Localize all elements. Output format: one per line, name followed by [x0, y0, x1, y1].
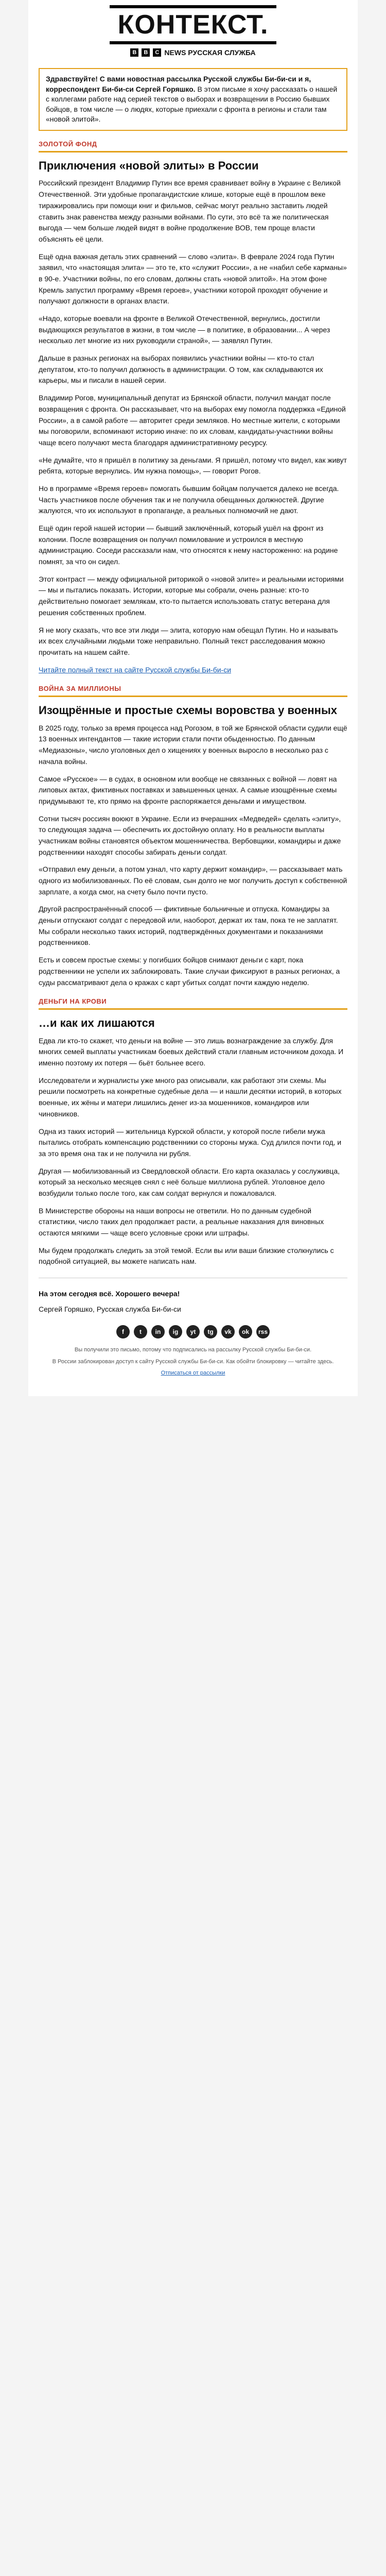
section1-paragraph: «Надо, которые воевали на фронте в Великой Отечественной, вернулись, достигли выдающихся результатов в жизни, в том числе — в политике, в образовании... А через несколько лет многие из них руководили страной», — заявлял Путин.: [39, 314, 330, 345]
section1-quote: «Не думайте, что я пришёл в политику за деньгами. Я пришёл, потому что видел, как живут ребята, которые вернулись. Им нужна помощь», — говорит Рогов.: [39, 455, 347, 476]
footer-line: В России заблокирован доступ к сайту Русской службы Би-би-си. Как обойти блокировку — читайте здесь.: [52, 1358, 334, 1365]
section1-paragraph: Но в программе «Время героев» помогать бывшим бойцам получается далеко не всегда. Часть участников после обучения так и не получила обещанных должностей. Другие жалуются, что их используют в пропаганде, а реальных полномочий не дают.: [39, 484, 339, 515]
section3-paragraph: Одна из таких историй — жительница Курской области, у которой после гибели мужа пытались отобрать компенсацию родственники со стороны мужа. Суд длился почти год, и за это время она так и не получила ни рубля.: [39, 1127, 342, 1158]
section1-label: ЗОЛОТОЙ ФОНД: [39, 140, 97, 148]
section3-rule: [39, 1008, 347, 1010]
social-icons-row: [28, 1325, 358, 1338]
section1-article: [39, 159, 347, 675]
facebook-icon[interactable]: f: [116, 1325, 130, 1338]
section3-paragraph: Едва ли кто-то скажет, что деньги на войне — это лишь вознаграждение за службу. Для многих семей выплаты участникам боевых действий стали главным источником дохода. И именно поэтому их потеря — бьёт больнее всего.: [39, 1036, 344, 1067]
section2-paragraph: Сотни тысяч россиян воюют в Украине. Если из вчерашних «Медведей» сделать «элиту», то следующая задача — обеспечить их достойную оплату. Но в реальности выплаты участникам войны становятся объектом мошенничества. Вербовщики, командиры и даже родственники находят способы забирать деньги солдат.: [39, 814, 341, 856]
section2-paragraph: Есть и совсем простые схемы: у погибших бойцов снимают деньги с карт, пока родственники не успели их заблокировать. Такие случаи фиксируют в разных регионах, а суды рассматривают дела о кражах с карт убитых солдат почти каждую неделю.: [39, 956, 340, 987]
masthead: [28, 0, 358, 61]
youtube-icon[interactable]: yt: [186, 1325, 200, 1338]
section3-paragraph: Мы будем продолжать следить за этой темой. Если вы или ваши близкие столкнулись с подобной ситуацией, вы можете написать нам.: [39, 1246, 334, 1266]
bbc-service-name: NEWS РУССКАЯ СЛУЖБА: [164, 48, 256, 57]
section2-paragraph: «Отправил ему деньги, а потом узнал, что карту держит командир», — рассказывает мать одного из мобилизованных. По её словам, сын долго не мог получить доступ к собственной зарплате, а когда смог, на счету было почти пусто.: [39, 865, 347, 896]
vk-icon[interactable]: vk: [221, 1325, 235, 1338]
newsletter-page: [28, 0, 358, 1396]
section3-title: …и как их лишаются: [39, 1016, 155, 1030]
section1-rule: [39, 151, 347, 152]
section3-label: ДЕНЬГИ НА КРОВИ: [39, 997, 107, 1006]
closing-block: [39, 1289, 347, 1315]
section3-paragraph: Другая — мобилизованный из Свердловской области. Его карта оказалась у сослуживца, который за несколько месяцев снял с неё больше миллиона рублей. Уголовное дело возбудили только после того, как сам солдат вернулся и пожаловался.: [39, 1166, 340, 1197]
section1-paragraph: Российский президент Владимир Путин все время сравнивает войну в Украине с Великой Отечественной. Эти удобные пропагандистские клише, которые ещё в прошлом веке тиражировались при помощи книг и фильмов, сейчас могут реально заставить людей ставить знак равенства между разными войнами. По сути, это всё та же политическая выгода — чем больше людей видят в войне продолжение ВОВ, тем проще власти объяснять её цели.: [39, 179, 341, 243]
section1-paragraph: Этот контраст — между официальной риторикой о «новой элите» и реальными историями — мы и пытались показать. Истории, которые мы собрали, очень разные: кто-то действительно помогает землякам, кто-то пытается использовать статус ветерана для решения собственных проблем.: [39, 574, 344, 617]
section1-read-more-link[interactable]: Читайте полный текст на сайте Русской службы Би-би-си: [39, 665, 232, 674]
section1-paragraph: Ещё одна важная деталь этих сравнений — слово «элита». В феврале 2024 года Путин заявил, что «настоящая элита» — это те, кто «служит России», а не «набил себе карманы» в 90-е. Участники войны, по его словам, должны стать «новой элитой». На этом фоне Кремль запустил программу «Время героев», участники которой проходят обучение и получают должности в органах власти.: [39, 252, 347, 306]
section2-label: ВОЙНА ЗА МИЛЛИОНЫ: [39, 685, 121, 693]
intro-box: [39, 68, 347, 131]
section1-paragraph: Я не могу сказать, что все эти люди — элита, которую нам обещал Путин. Но и называть их всех случайными людьми тоже неправильно. Полный текст расследования можно прочитать на нашем сайте.: [39, 625, 338, 656]
footer-line: Вы получили это письмо, потому что подписались на рассылку Русской службы Би-би-си.: [74, 1347, 312, 1353]
bbc-letter-b2: B: [142, 48, 150, 57]
instagram-icon[interactable]: ig: [169, 1325, 182, 1338]
section1-paragraph: Ещё один герой нашей истории — бывший заключённый, который ушёл на фронт из колонии. После возвращения он получил помилование и устроился в местную администрацию. Соседи рассказали нам, что относятся к нему настороженно: на родине помнят, за что он сидел.: [39, 524, 338, 566]
telegram-icon[interactable]: tg: [204, 1325, 217, 1338]
footer: [39, 1346, 347, 1378]
unsubscribe-link[interactable]: Отписаться от рассылки: [161, 1370, 225, 1377]
section2-title: Изощрённые и простые схемы воровства у военных: [39, 704, 337, 717]
odnoklassniki-icon[interactable]: ok: [239, 1325, 252, 1338]
section3-paragraph: Исследователи и журналисты уже много раз описывали, как работают эти схемы. Мы решили посмотреть на конкретные судебные дела — и нашли десятки историй, в которых военные, их жёны и матери лишились денег из-за мошенников, командиров или чиновников.: [39, 1076, 342, 1118]
section2-rule: [39, 696, 347, 697]
closing-question: На этом сегодня всё. Хорошего вечера!: [39, 1290, 180, 1298]
bbc-letter-c: C: [153, 48, 161, 57]
section2-paragraph: Другой распространённый способ — фиктивные больничные и отпуска. Командиры за деньги отпускают солдат с передовой или, наоборот, держат их там, пока те не заплатят. Мы собрали несколько таких историй, подтверждённых документами и показаниями родственников.: [39, 905, 338, 947]
section2-paragraph: В 2025 году, только за время процесса над Рогозом, в той же Брянской области судили ещё 13 военных интендантов — такие истории стали почти обыденностью. По данным «Медиазоны», число уголовных дел о хищениях у военных выросло в несколько раз с начала войны.: [39, 723, 347, 766]
intro-lead-rest: В этом письме я хочу рассказать о нашей с коллегами работе над серией текстов о выборах и возвращении в Россию бывших бойцов, в том числе — о людях, которые приехали с фронта в регионы и стали там «новой элитой».: [46, 84, 338, 124]
bbc-service-row: [28, 48, 358, 57]
linkedin-icon[interactable]: in: [151, 1325, 165, 1338]
closing-signature: Сергей Горяшко, Русская служба Би-би-си: [39, 1304, 181, 1313]
section1-title: Приключения «новой элиты» в России: [39, 159, 259, 172]
section1-paragraph: Владимир Рогов, муниципальный депутат из Брянской области, получил мандат после возвращения с фронта. Он рассказывает, что на выборах ему помогла поддержка «Единой России», а в самой работе — авторитет среди земляков. Но местные жители, с которыми мы поговорили, вспоминают историю иначе: по их словам, кандидаты-участники войны чаще всего получают места благодаря административному ресурсу.: [39, 394, 346, 447]
intro-lead-strong: Здравствуйте! С вами новостная рассылка Русской службы Би-би-си и я, корреспондент Би-би-си Сергей Горяшко.: [46, 75, 311, 93]
rss-icon[interactable]: rss: [256, 1325, 270, 1338]
section3-paragraph: В Министерстве обороны на наши вопросы не ответили. Но по данным судебной статистики, число таких дел продолжает расти, а реальные наказания для виновных остаются мягкими — чаще всего условные сроки или штрафы.: [39, 1206, 324, 1238]
section3-article: [39, 1016, 347, 1267]
section2-article: [39, 703, 347, 988]
bbc-letter-b1: B: [130, 48, 138, 57]
section1-paragraph: Дальше в разных регионах на выборах появились участники войны — кто-то стал депутатом, кто-то получил должность в администрации. О том, как складываются их карьеры, мы и писали в нашей серии.: [39, 354, 323, 385]
kontekst-logo[interactable]: КОНТЕКСТ.: [110, 5, 277, 44]
section2-paragraph: Самое «Русское» — в судах, в основном или вообще не связанных с войной — ловят на липовых актах, фиктивных поставках и завышенных ценах. А самые изощрённые схемы придумывают те, кто прямо на фронте распоряжается деньгами и имуществом.: [39, 774, 337, 805]
twitter-icon[interactable]: t: [134, 1325, 147, 1338]
